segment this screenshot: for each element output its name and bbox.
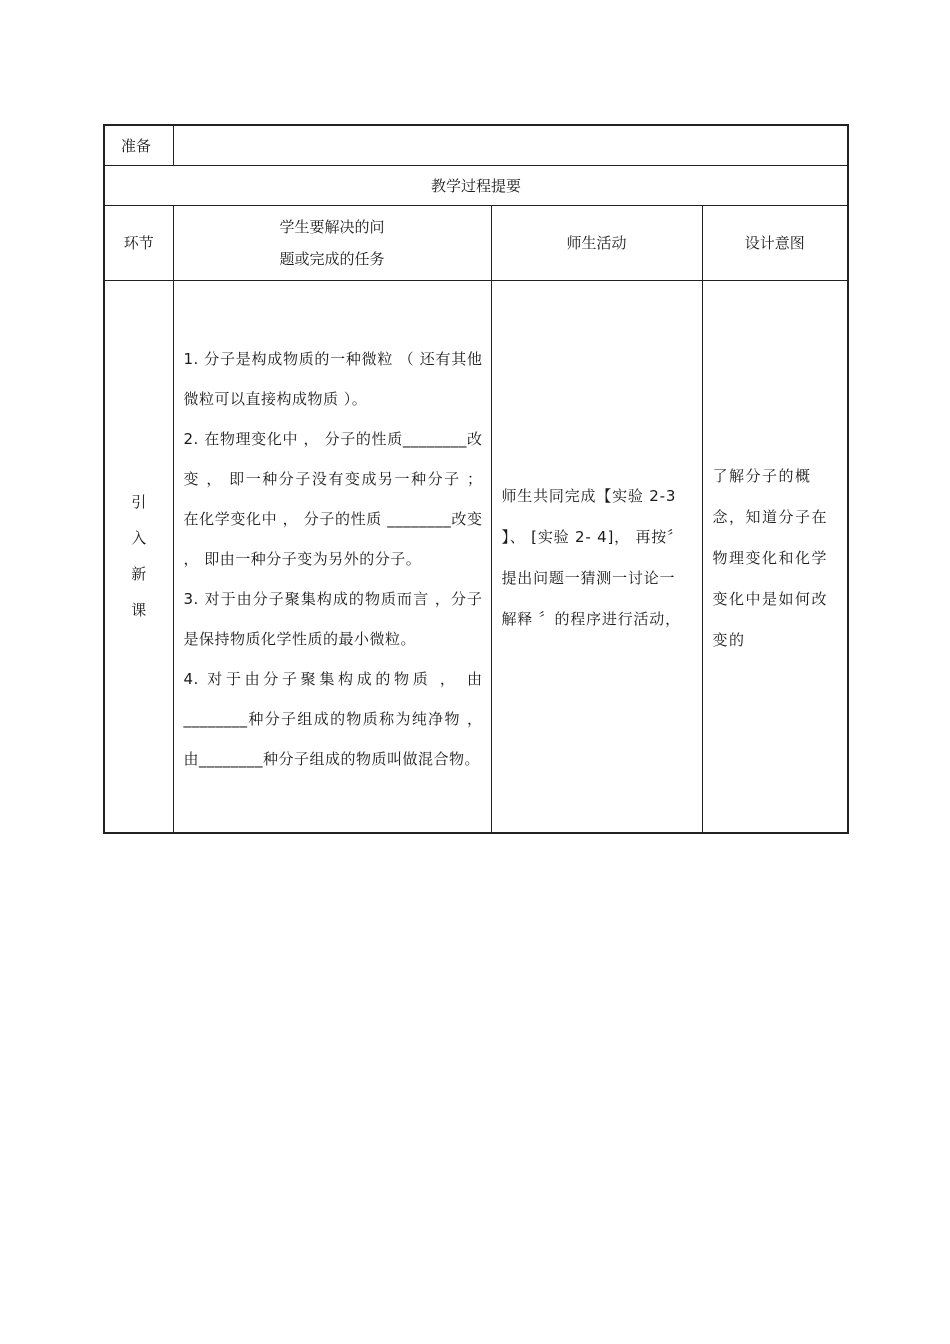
header-activity: 师生活动 <box>491 205 702 280</box>
task-item-2: 2. 在物理变化中 ， 分子的性质________改变 ， 即一种分子没有变成另一种分子 ； 在化学变化中 ， 分子的性质 ________改变 ， 即由一种分子变为另外的分子。 <box>183 430 483 569</box>
task-item-4: 4. 对于由分子聚集构成的物质 ， 由________种分子组成的物质称为纯净物 ，由________种分子组成的物质叫做混合物。 <box>183 670 483 769</box>
header-intent: 设计意图 <box>702 205 848 280</box>
section-title-row <box>104 165 848 205</box>
task-item-3: 3. 对于由分子聚集构成的物质而言 ，分子是保持物质化学性质的最小微粒。 <box>183 590 483 649</box>
tasks-cell <box>173 280 491 833</box>
task-item-1: 1. 分子是构成物质的一种微粒 （ 还有其他微粒可以直接构成物质 ）。 <box>183 350 483 409</box>
activity-text: 师生共同完成【实验 2-3 】、 [实验 2- 4]， 再按〞提出问题一猜测一讨论一 解释 〞的程序进行活动， <box>501 487 683 629</box>
lesson-row-introduction <box>104 280 848 833</box>
activity-cell <box>491 280 702 833</box>
header-row <box>104 205 848 280</box>
stage-char: 入 <box>131 529 147 548</box>
intent-cell <box>702 280 848 833</box>
intent-text: 了解分子的概念，知道分子在物理变化和化学变化中是如何改变的 <box>712 466 829 649</box>
section-title: 教学过程提要 <box>104 165 848 205</box>
header-stage: 环节 <box>104 205 173 280</box>
header-tasks-line1: 学生要解决的问 <box>279 217 385 236</box>
stage-char: 课 <box>131 601 147 620</box>
header-tasks-line2: 题或完成的任务 <box>279 249 385 268</box>
preparation-label: 准备 <box>104 125 173 165</box>
stage-char: 引 <box>131 493 147 512</box>
stage-cell <box>104 280 173 833</box>
stage-char: 新 <box>131 565 147 584</box>
header-tasks <box>173 205 491 280</box>
preparation-content <box>173 125 848 165</box>
preparation-row <box>104 125 848 165</box>
lesson-plan-table <box>103 124 849 834</box>
